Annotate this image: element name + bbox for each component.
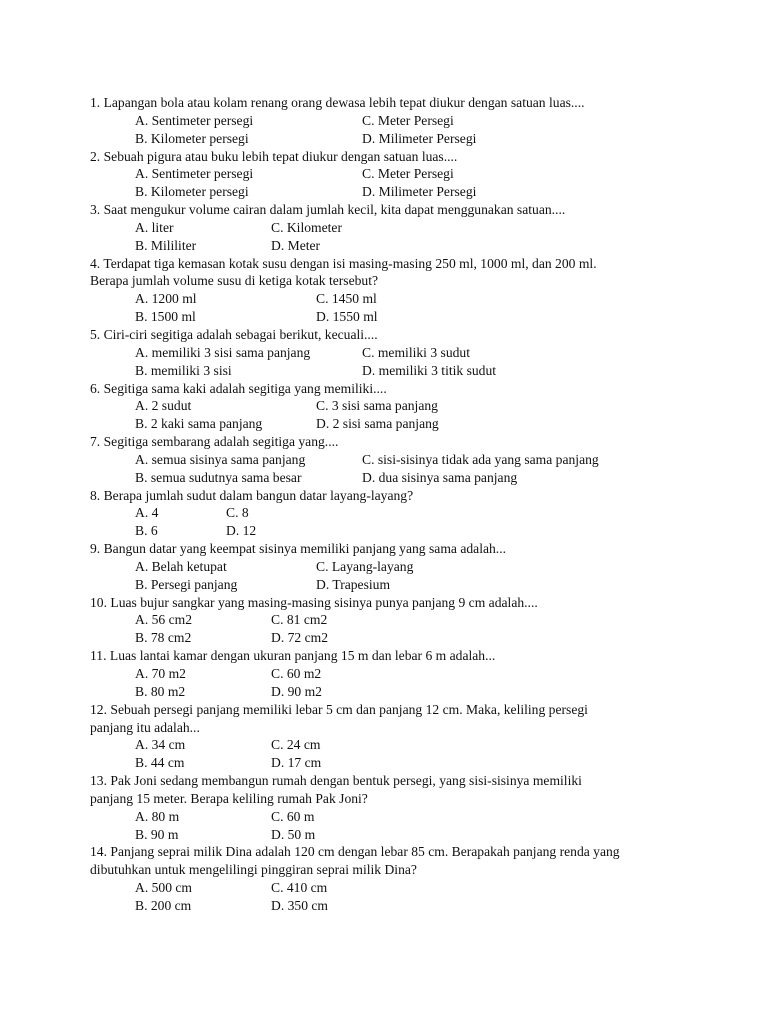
question-text: 6. Segitiga sama kaki adalah segitiga yang memiliki....: [90, 380, 387, 396]
question-text: 1. Lapangan bola atau kolam renang orang dewasa lebih tepat diukur dengan satuan luas....: [90, 95, 585, 110]
answer-option: A. 80 m: [135, 808, 180, 824]
option-row: [90, 415, 700, 433]
question-item: [90, 487, 700, 541]
question-text: 9. Bangun datar yang keempat sisinya memiliki panjang yang sama adalah...: [90, 541, 507, 557]
answer-option: B. 200 cm: [135, 897, 192, 913]
option-row: [90, 629, 700, 647]
answer-option: A. liter: [135, 219, 174, 235]
answer-option: D. memiliki 3 titik sudut: [362, 362, 497, 378]
question-item: [90, 94, 700, 148]
option-row: [90, 362, 700, 380]
question-text: 3. Saat mengukur volume cairan dalam jumlah kecil, kita dapat menggunakan satuan....: [90, 202, 566, 218]
option-row: [90, 290, 700, 308]
answer-option: B. Persegi panjang: [135, 576, 238, 592]
answer-option: C. Meter Persegi: [362, 112, 454, 128]
answer-option: C. 24 cm: [271, 737, 321, 753]
question-item: [90, 647, 700, 701]
answer-option: A. 4: [135, 505, 159, 521]
answer-option: C. memiliki 3 sudut: [362, 344, 470, 360]
question-item: [90, 843, 700, 914]
option-row: [90, 469, 700, 487]
answer-option: C. sisi-sisinya tidak ada yang sama panjang: [362, 451, 599, 467]
question-list: [90, 94, 700, 915]
question-text: 2. Sebuah pigura atau buku lebih tepat diukur dengan satuan luas....: [90, 148, 458, 164]
answer-option: C. 8: [226, 505, 249, 521]
answer-option: A. memiliki 3 sisi sama panjang: [135, 344, 311, 360]
answer-option: C. 81 cm2: [271, 612, 328, 628]
answer-option: B. 6: [135, 523, 158, 539]
question-text: panjang itu adalah...: [90, 719, 200, 735]
option-row: [90, 344, 700, 362]
question-item: [90, 380, 700, 434]
answer-option: B. 80 m2: [135, 683, 186, 699]
option-row: [90, 611, 700, 629]
answer-option: D. Milimeter Persegi: [362, 184, 477, 200]
option-row: [90, 736, 700, 754]
answer-option: C. 410 cm: [271, 880, 328, 896]
option-row: [90, 397, 700, 415]
answer-option: D. 90 m2: [271, 683, 322, 699]
answer-option: B. 44 cm: [135, 755, 185, 771]
answer-option: C. 1450 ml: [316, 291, 377, 307]
option-row: [90, 897, 700, 915]
option-row: [90, 754, 700, 772]
answer-option: C. Kilometer: [271, 219, 342, 235]
answer-option: D. Meter: [271, 237, 321, 253]
question-text: 5. Ciri-ciri segitiga adalah sebagai berikut, kecuali....: [90, 326, 378, 342]
answer-option: A. semua sisinya sama panjang: [135, 451, 306, 467]
question-text: 8. Berapa jumlah sudut dalam bangun datar layang-layang?: [90, 487, 414, 503]
answer-option: D. 72 cm2: [271, 630, 329, 646]
answer-option: A. Belah ketupat: [135, 558, 227, 574]
answer-option: A. 2 sudut: [135, 398, 192, 414]
question-item: [90, 201, 700, 255]
question-text: Berapa jumlah volume susu di ketiga kotak tersebut?: [90, 273, 379, 289]
option-row: [90, 237, 700, 255]
question-text: 12. Sebuah persegi panjang memiliki lebar 5 cm dan panjang 12 cm. Maka, keliling persegi: [90, 701, 588, 717]
answer-option: D. dua sisinya sama panjang: [362, 469, 518, 485]
question-item: [90, 772, 700, 843]
answer-option: D. 2 sisi sama panjang: [316, 416, 439, 432]
answer-option: B. Mililiter: [135, 237, 197, 253]
question-text: panjang 15 meter. Berapa keliling rumah Pak Joni?: [90, 790, 368, 806]
question-item: [90, 701, 700, 772]
answer-option: B. 1500 ml: [135, 309, 196, 325]
option-row: [90, 558, 700, 576]
option-row: [90, 683, 700, 701]
answer-option: A. Sentimeter persegi: [135, 112, 254, 128]
option-row: [90, 112, 700, 130]
option-row: [90, 504, 700, 522]
answer-option: C. 60 m: [271, 808, 315, 824]
question-text: 4. Terdapat tiga kemasan kotak susu dengan isi masing-masing 250 ml, 1000 ml, dan 200 ml.: [90, 255, 597, 271]
answer-option: A. 1200 ml: [135, 291, 197, 307]
answer-option: B. 78 cm2: [135, 630, 192, 646]
option-row: [90, 808, 700, 826]
answer-option: D. 50 m: [271, 826, 316, 842]
answer-option: D. Milimeter Persegi: [362, 130, 477, 146]
question-text: dibutuhkan untuk mengelilingi pinggiran seprai milik Dina?: [90, 862, 417, 878]
question-text: 11. Luas lantai kamar dengan ukuran panjang 15 m dan lebar 6 m adalah...: [90, 648, 496, 664]
question-item: [90, 326, 700, 380]
answer-option: D. 12: [226, 523, 257, 539]
answer-option: D. 1550 ml: [316, 309, 378, 325]
option-row: [90, 665, 700, 683]
option-row: [90, 308, 700, 326]
question-text: 14. Panjang seprai milik Dina adalah 120 cm dengan lebar 85 cm. Berapakah panjang renda yang: [90, 844, 620, 860]
question-text: 10. Luas bujur sangkar yang masing-masing sisinya punya panjang 9 cm adalah....: [90, 594, 538, 610]
answer-option: D. 17 cm: [271, 755, 322, 771]
answer-option: B. 2 kaki sama panjang: [135, 416, 263, 432]
option-row: [90, 165, 700, 183]
option-row: [90, 219, 700, 237]
question-item: [90, 255, 700, 326]
question-text: 7. Segitiga sembarang adalah segitiga yang....: [90, 434, 339, 450]
option-row: [90, 576, 700, 594]
answer-option: C. 60 m2: [271, 666, 322, 681]
answer-option: D. Trapesium: [316, 576, 391, 592]
answer-option: A. 34 cm: [135, 737, 186, 753]
option-row: [90, 130, 700, 148]
option-row: [90, 879, 700, 897]
option-row: [90, 183, 700, 201]
question-item: [90, 594, 700, 648]
option-row: [90, 826, 700, 844]
answer-option: A. 500 cm: [135, 880, 193, 896]
question-item: [90, 433, 700, 487]
question-text: 13. Pak Joni sedang membangun rumah dengan bentuk persegi, yang sisi-sisinya memiliki: [90, 773, 582, 789]
answer-option: A. 56 cm2: [135, 612, 193, 628]
question-item: [90, 148, 700, 202]
answer-option: B. 90 m: [135, 826, 179, 842]
option-row: [90, 451, 700, 469]
answer-option: C. Meter Persegi: [362, 166, 454, 182]
answer-option: B. Kilometer persegi: [135, 130, 249, 146]
question-item: [90, 540, 700, 594]
answer-option: B. memiliki 3 sisi: [135, 362, 232, 378]
answer-option: B. semua sudutnya sama besar: [135, 469, 302, 485]
answer-option: C. 3 sisi sama panjang: [316, 398, 438, 414]
answer-option: B. Kilometer persegi: [135, 184, 249, 200]
answer-option: C. Layang-layang: [316, 558, 414, 574]
option-row: [90, 522, 700, 540]
answer-option: A. 70 m2: [135, 666, 186, 681]
answer-option: A. Sentimeter persegi: [135, 166, 254, 182]
answer-option: D. 350 cm: [271, 897, 329, 913]
